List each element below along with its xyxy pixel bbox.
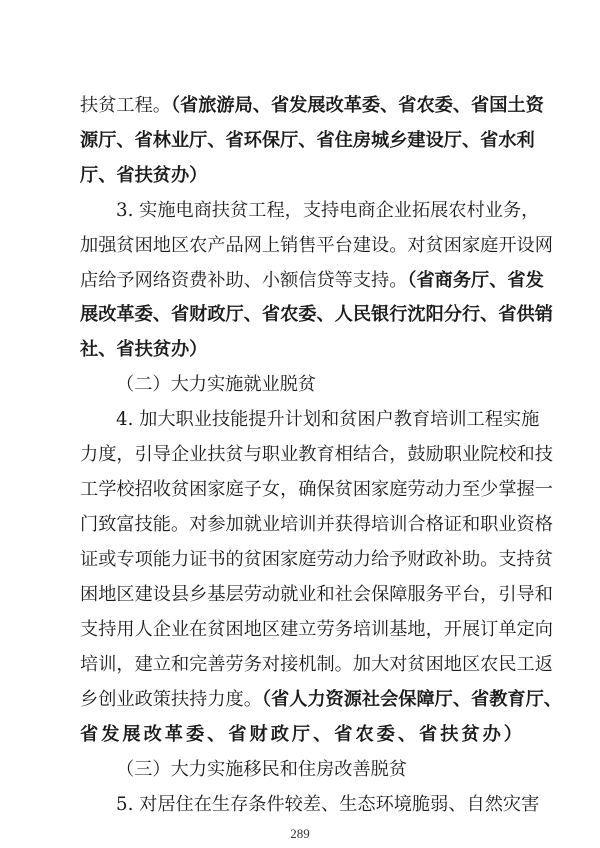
plain-text: 力度，引导企业扶贫与职业教育相结合，鼓励职业院校和技 xyxy=(80,444,553,465)
text-line-16 xyxy=(80,614,553,646)
paragraph-3-start xyxy=(116,195,540,227)
responsible-departments: （省商务厅、省发 xyxy=(407,270,544,291)
text-line-11 xyxy=(80,439,553,471)
text-line-17 xyxy=(80,649,553,681)
text-line-7 xyxy=(80,299,553,331)
plain-text: 加强贫困地区农产品网上销售平台建设。对贫困家庭开设网 xyxy=(80,235,553,256)
plain-text: 支持用人企业在贫困地区建立劳务培训基地，开展订单定向 xyxy=(80,619,553,640)
text-line-13 xyxy=(80,509,553,541)
page-number: 289 xyxy=(290,826,310,841)
plain-text: 门致富技能。对参加就业培训并获得培训合格证和职业资格 xyxy=(80,514,553,535)
text-line-1 xyxy=(80,90,544,122)
text-line-19 xyxy=(80,719,522,751)
plain-text: 扶贫工程。 xyxy=(80,95,171,116)
plain-text: 店给予网络资费补助、小额信贷等支持。 xyxy=(80,270,408,291)
responsible-departments: 社、省扶贫办） xyxy=(80,339,208,360)
heading-text: （三）大力实施移民和住房改善脱贫 xyxy=(116,759,408,780)
paragraph-5-start xyxy=(116,789,540,821)
text-line-8 xyxy=(80,334,522,366)
responsible-departments: （省人力资源社会保障厅、省教育厅、 xyxy=(261,689,562,710)
text-line-3 xyxy=(80,160,522,192)
text-line-14 xyxy=(80,544,553,576)
plain-text: 工学校招收贫困家庭子女，确保贫困家庭劳动力至少掌握一 xyxy=(80,479,553,500)
responsible-departments: 省发展改革委、省财政厅、省农委、省扶贫办） xyxy=(80,724,522,745)
text-line-12 xyxy=(80,474,553,506)
text-line-2 xyxy=(80,125,535,157)
section-heading-2 xyxy=(116,369,316,401)
text-line-5 xyxy=(80,230,553,262)
plain-text: 培训，建立和完善劳务对接机制。加大对贫困地区农民工返 xyxy=(80,654,553,675)
text-line-15 xyxy=(80,579,553,611)
section-heading-3 xyxy=(116,754,407,786)
responsible-departments: 源厅、省林业厅、省环保厅、省住房城乡建设厅、省水利 xyxy=(80,130,535,151)
responsible-departments: 厅、省扶贫办） xyxy=(80,165,208,186)
plain-text: 乡创业政策扶持力度。 xyxy=(80,689,262,710)
paragraph-4-start xyxy=(116,404,540,436)
plain-text: 困地区建设县乡基层劳动就业和社会保障服务平台，引导和 xyxy=(80,584,553,605)
plain-text: 证或专项能力证书的贫困家庭劳动力给予财政补助。支持贫 xyxy=(80,549,553,570)
plain-text: 4. 加大职业技能提升计划和贫困户教育培训工程实施 xyxy=(116,409,540,430)
responsible-departments: （省旅游局、省发展改革委、省农委、省国土资 xyxy=(170,95,544,116)
responsible-departments: 展改革委、省财政厅、省农委、人民银行沈阳分行、省供销 xyxy=(80,304,553,325)
text-line-18 xyxy=(80,684,562,716)
text-line-6 xyxy=(80,265,544,297)
plain-text: 3. 实施电商扶贫工程，支持电商企业拓展农村业务， xyxy=(116,200,540,221)
heading-text: （二）大力实施就业脱贫 xyxy=(116,374,317,395)
plain-text: 5. 对居住在生存条件较差、生态环境脆弱、自然灾害 xyxy=(116,794,540,815)
